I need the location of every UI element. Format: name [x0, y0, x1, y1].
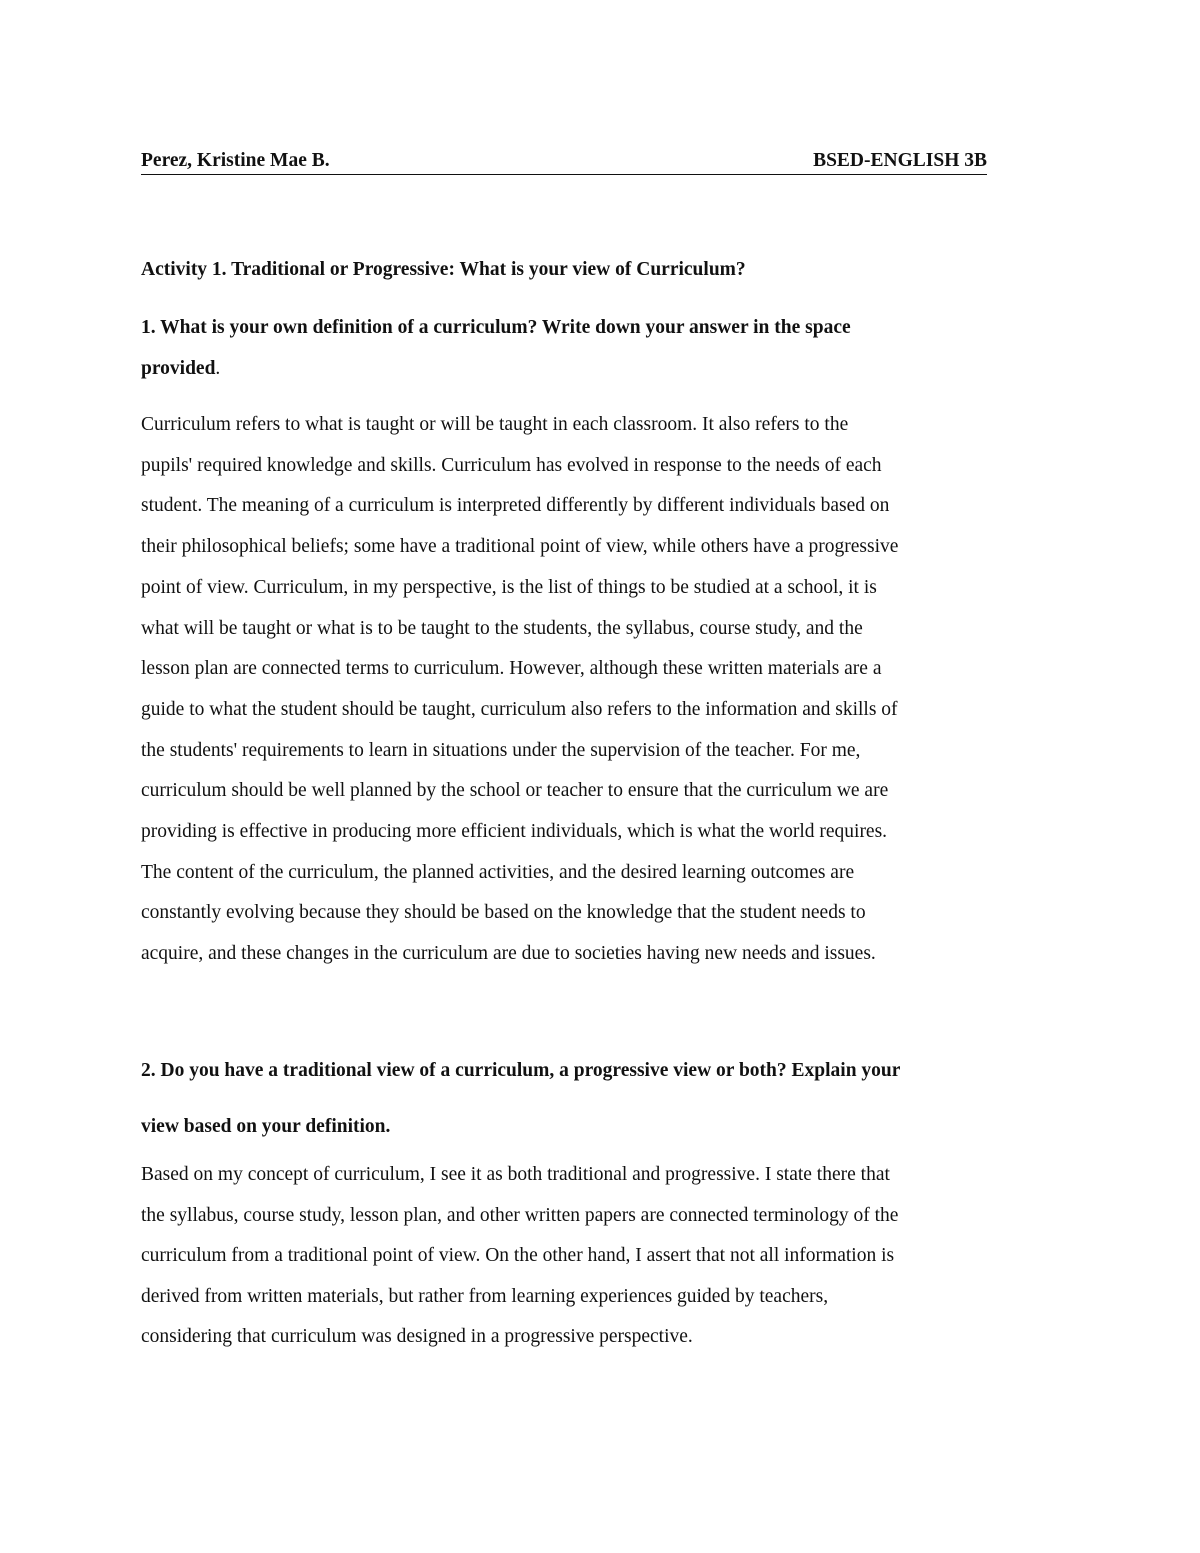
answer-1-line: guide to what the student should be taught, curriculum also refers to the information and skills of: [141, 698, 898, 720]
answer-2-line: Based on my concept of curriculum, I see it as both traditional and progressive. I state there that: [141, 1164, 890, 1185]
answer-1-line: the students' requirements to learn in situations under the supervision of the teacher. For me,: [141, 739, 861, 761]
answer-1-line: constantly evolving because they should be based on the knowledge that the student needs to: [141, 902, 866, 924]
answer-2-line: considering that curriculum was designed in a progressive perspective.: [141, 1326, 693, 1347]
answer-1-line: their philosophical beliefs; some have a traditional point of view, while others have a progressive: [141, 536, 899, 558]
question-1-line-1: 1. What is your own definition of a curriculum? Write down your answer in the space: [141, 317, 851, 338]
question-1-line-2-text: provided: [141, 357, 216, 379]
answer-2-line: derived from written materials, but rather from learning experiences guided by teachers,: [141, 1285, 829, 1307]
answer-1-line: lesson plan are connected terms to curriculum. However, although these written materials are a: [141, 658, 882, 680]
answer-1-line: curriculum should be well planned by the school or teacher to ensure that the curriculum we are: [141, 780, 889, 802]
question-1-line-2: [141, 349, 1041, 390]
question-1-trailing: .: [215, 357, 221, 379]
answer-1: [141, 405, 1063, 975]
answer-1-line: point of view. Curriculum, in my perspective, is the list of things to be studied at a school, it is: [141, 576, 877, 598]
answer-1-line: acquire, and these changes in the curriculum are due to societies having new needs and issues.: [141, 943, 876, 965]
answer-2-line: curriculum from a traditional point of view. On the other hand, I assert that not all information is: [141, 1245, 895, 1266]
question-2: [141, 1043, 1063, 1155]
answer-1-line: what will be taught or what is to be taught to the students, the syllabus, course study, and the: [141, 617, 863, 639]
header-underline: [141, 142, 987, 175]
answer-1-line: Curriculum refers to what is taught or will be taught in each classroom. It also refers to the: [141, 414, 849, 435]
answer-1-line: pupils' required knowledge and skills. Curriculum has evolved in response to the needs of each: [141, 454, 882, 476]
question-1: [141, 308, 1041, 389]
question-2-line-2: view based on your definition.: [141, 1116, 391, 1137]
answer-1-line: providing is effective in producing more efficient individuals, which is what the world requires.: [141, 821, 888, 843]
answer-1-line: The content of the curriculum, the planned activities, and the desired learning outcomes are: [141, 861, 855, 883]
answer-2: [141, 1155, 1063, 1358]
answer-1-line: student. The meaning of a curriculum is interpreted differently by different individuals based on: [141, 495, 890, 517]
question-2-line-1: 2. Do you have a traditional view of a curriculum, a progressive view or both? Explain your: [141, 1060, 901, 1081]
activity-title: Activity 1. Traditional or Progressive: What is your view of Curriculum?: [141, 259, 746, 280]
course-section: BSED-ENGLISH 3B: [813, 150, 987, 171]
answer-2-line: the syllabus, course study, lesson plan, and other written papers are connected terminology of the: [141, 1204, 899, 1226]
student-name: Perez, Kristine Mae B.: [141, 150, 330, 171]
